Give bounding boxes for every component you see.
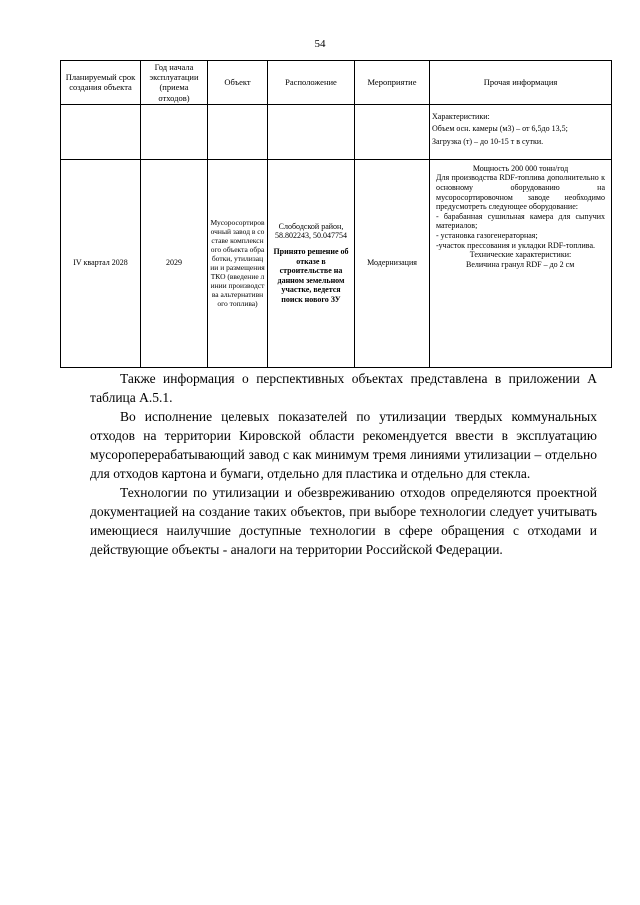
cell-location bbox=[268, 159, 355, 367]
cell-info-row1 bbox=[430, 104, 612, 159]
cell-year: 2029 bbox=[141, 159, 208, 367]
location-note: Принято решение об отказе в строительстве на данном земельном участке, ведется поиск нового ЗУ bbox=[273, 247, 349, 305]
body-text bbox=[90, 369, 597, 559]
cell-empty bbox=[141, 104, 208, 159]
cell-term: IV квартал 2028 bbox=[61, 159, 141, 367]
paragraph: Также информация о перспективных объектах представлена в приложении А таблица А.5.1. bbox=[90, 371, 597, 405]
info-line: Мощность 200 000 тонн/год bbox=[472, 163, 569, 173]
info-line: - барабанная сушильная камера для сыпучих материалов; bbox=[436, 211, 605, 231]
header-term: Планируемый срок создания объекта bbox=[61, 61, 141, 105]
cell-info-row2 bbox=[430, 159, 612, 367]
info-line: Объем осн. камеры (м3) – от 6,5до 13,5; bbox=[432, 124, 568, 134]
table-header-row bbox=[61, 61, 612, 105]
cell-object: Мусоросортировочный завод в составе комплексного объекта обработки, утилизации и размещения ТКО (введение линии производства альтернативного топлива) bbox=[208, 159, 268, 367]
info-line: Для производства RDF-топлива дополнительно к основному оборудованию на мусоросортировочном заводе необходимо предусмотреть следующее оборудование: bbox=[436, 173, 605, 212]
cell-empty bbox=[208, 104, 268, 159]
location-text: Слободской район, 58.802243, 50.047754 bbox=[275, 221, 347, 241]
page-number: 54 bbox=[314, 38, 326, 50]
paragraph: Во исполнение целевых показателей по утилизации твердых коммунальных отходов на территории Кировской области рекомендуется ввести в эксплуатацию мусороперерабатывающий завод с как минимум тремя линиями утилизации – отдельно для отходов картона и бумаги, отдельно для пластика и отдельно для стекла. bbox=[90, 409, 597, 481]
info-line: Величина гранул RDF – до 2 см bbox=[466, 259, 575, 269]
cell-empty bbox=[355, 104, 430, 159]
header-object: Объект bbox=[208, 61, 268, 105]
header-location: Расположение bbox=[268, 61, 355, 105]
objects-table bbox=[60, 60, 612, 368]
info-line: - установка газогенераторная; bbox=[436, 230, 538, 240]
table-row bbox=[61, 159, 612, 367]
info-line: Загрузка (т) – до 10-15 т в сутки. bbox=[432, 136, 544, 146]
header-year: Год начала эксплуатации (приема отходов) bbox=[141, 61, 208, 105]
info-line: -участок прессования и укладки RDF-топлива. bbox=[436, 240, 596, 250]
header-info: Прочая информация bbox=[430, 61, 612, 105]
header-measure: Мероприятие bbox=[355, 61, 430, 105]
info-line: Технические характеристики: bbox=[469, 250, 572, 260]
cell-empty bbox=[61, 104, 141, 159]
info-line: Характеристики: bbox=[432, 111, 490, 121]
paragraph: Технологии по утилизации и обезвреживанию отходов определяются проектной документацией на создание таких объектов, при выборе технологии следует учитывать имеющиеся наилучшие доступные технологии в сфере обращения с отходами и действующие объекты - аналоги на территории Российской Федерации. bbox=[90, 485, 597, 557]
table-row bbox=[61, 104, 612, 159]
cell-measure: Модернизация bbox=[355, 159, 430, 367]
cell-empty bbox=[268, 104, 355, 159]
